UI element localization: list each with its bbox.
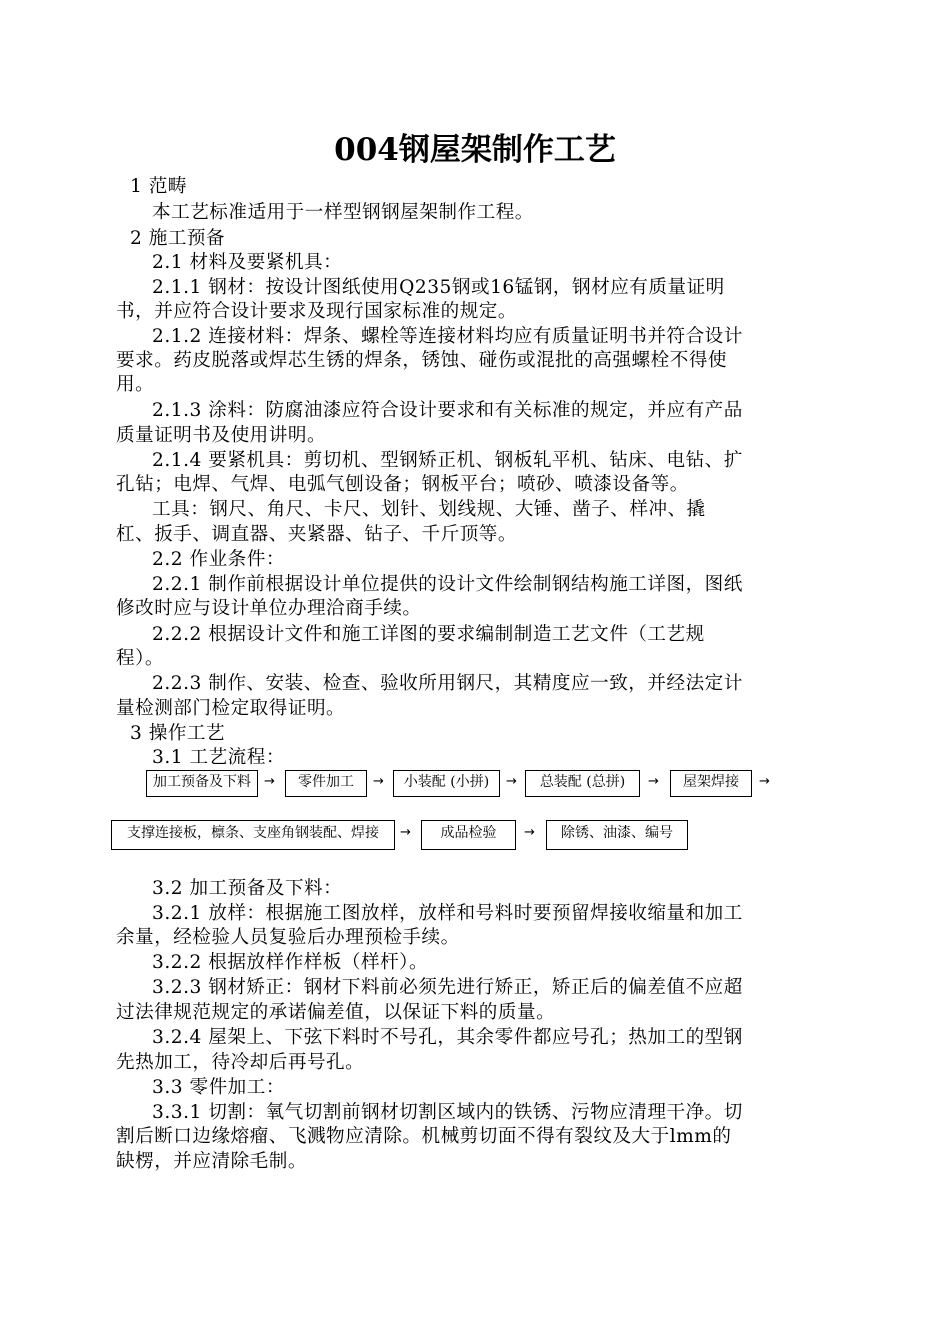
paragraph-line: 3.2.3 钢材矫正：钢材下料前必须先进行矫正，矫正后的偏差值不应超	[152, 977, 743, 998]
paragraph-line: 先热加工，待冷却后再号孔。	[116, 1052, 365, 1073]
paragraph-line: 2.1.4 要紧机具：剪切机、型钢矫正机、钢板轧平机、钻床、电钻、扩	[152, 450, 743, 471]
paragraph-line: 程）。	[116, 648, 164, 669]
paragraph-line: 质量证明书及使用讲明。	[116, 425, 327, 446]
paragraph-line: 割后断口边缘熔瘤、飞溅物应清除。机械剪切面不得有裂纹及大于lmm的	[116, 1126, 732, 1147]
paragraph-line: 过法律规范规定的承诺偏差值，以保证下料的质量。	[116, 1002, 556, 1023]
paragraph-line: 2.2.2 根据设计文件和施工详图的要求编制制造工艺文件（工艺规	[152, 624, 705, 645]
subsection-heading: 3.1 工艺流程：	[152, 747, 285, 768]
paragraph-line: 要求。药皮脱落或焊芯生锈的焊条，锈蚀、碰伤或混批的高强螺栓不得使	[116, 350, 728, 371]
flow-arrow: →	[648, 774, 659, 789]
flow-step: 零件加工	[285, 770, 367, 797]
paragraph-line: 工具：钢尺、角尺、卡尺、划针、划线规、大锤、凿子、样冲、撬	[152, 499, 706, 520]
subsection-heading: 2.1 材料及要紧机具：	[152, 252, 343, 273]
subsection-heading: 3.3 零件加工：	[152, 1077, 285, 1098]
flow-step: 总装配 (总拼)	[525, 770, 640, 797]
paragraph-line: 书，并应符合设计要求及现行国家标准的规定。	[116, 301, 517, 322]
paragraph-line: 修改时应与设计单位办理洽商手续。	[116, 598, 422, 619]
paragraph-line: 2.1.3 涂料：防腐油漆应符合设计要求和有关标准的规定，并应有产品	[152, 400, 743, 421]
paragraph-line: 2.1.2 连接材料：焊条、螺栓等连接材料均应有质量证明书并符合设计	[152, 326, 743, 347]
paragraph-line: 量检测部门检定取得证明。	[116, 698, 346, 719]
paragraph-line: 本工艺标准适用于一样型钢钢屋架制作工程。	[152, 202, 534, 223]
section-heading: 1 范畴	[130, 176, 187, 197]
flow-arrow: →	[524, 825, 535, 840]
flow-step: 小装配 (小拼)	[393, 770, 500, 797]
flow-step: 除锈、油漆、编号	[546, 820, 688, 850]
paragraph-line: 2.2.1 制作前根据设计单位提供的设计文件绘制钢结构施工详图，图纸	[152, 574, 743, 595]
flow-step: 加工预备及下料	[146, 770, 258, 797]
paragraph-line: 用。	[116, 374, 155, 395]
paragraph-line: 2.2.3 制作、安装、检查、验收所用钢尺，其精度应一致，并经法定计	[152, 673, 743, 694]
paragraph-line: 余量，经检验人员复验后办理预检手续。	[116, 927, 460, 948]
flow-arrow: →	[264, 774, 275, 789]
paragraph-line: 杠、扳手、调直器、夹紧器、钻子、千斤顶等。	[116, 524, 517, 545]
flow-arrow: →	[506, 774, 517, 789]
section-heading: 3 操作工艺	[130, 723, 226, 744]
flow-arrow: →	[373, 774, 384, 789]
paragraph-line: 2.1.1 钢材：按设计图纸使用Q235钢或16锰钢，钢材应有质量证明	[152, 277, 725, 298]
subsection-heading: 3.2 加工预备及下料：	[152, 878, 343, 899]
section-heading: 2 施工预备	[130, 228, 226, 249]
flow-step: 支撑连接板，檩条、支座角钢装配、焊接	[111, 820, 395, 850]
paragraph-line: 3.2.1 放样：根据施工图放样，放样和号料时要预留焊接收缩量和加工	[152, 903, 743, 924]
paragraph-line: 3.2.2 根据放样作样板（样杆）。	[152, 952, 429, 973]
flow-arrow: →	[400, 825, 411, 840]
paragraph-line: 缺楞，并应清除毛制。	[116, 1151, 307, 1172]
subsection-heading: 2.2 作业条件：	[152, 549, 285, 570]
paragraph-line: 3.2.4 屋架上、下弦下料时不号孔，其余零件都应号孔；热加工的型钢	[152, 1027, 743, 1048]
flow-step: 屋架焊接	[670, 770, 752, 797]
page-title: 004钢屋架制作工艺	[334, 132, 616, 168]
paragraph-line: 3.3.1 切割：氧气切割前钢材切割区域内的铁锈、污物应清理干净。切	[152, 1102, 743, 1123]
paragraph-line: 孔钻；电焊、气焊、电弧气刨设备；钢板平台；喷砂、喷漆设备等。	[116, 474, 689, 495]
flow-arrow: →	[759, 774, 770, 789]
flow-step: 成品检验	[421, 820, 516, 850]
